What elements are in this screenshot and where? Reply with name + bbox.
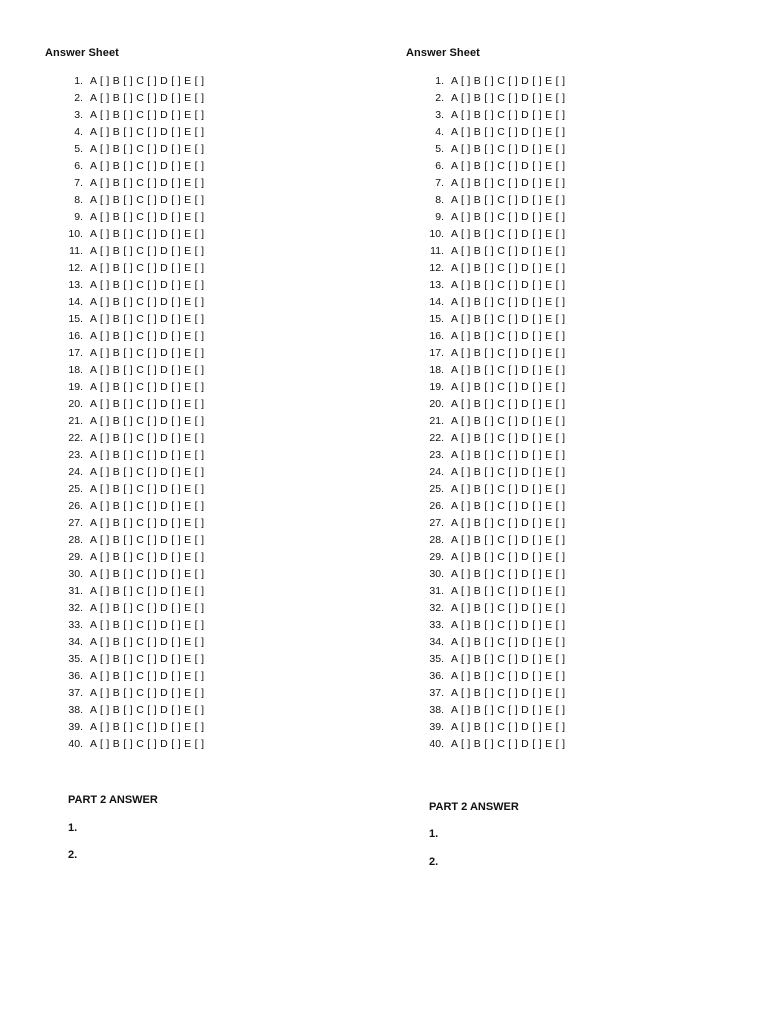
answer-options: A [ ] B [ ] C [ ] D [ ] E [ ]	[451, 415, 566, 427]
question-number: 21.	[68, 415, 83, 427]
part2-heading: PART 2 ANSWER	[68, 794, 158, 806]
answer-options: A [ ] B [ ] C [ ] D [ ] E [ ]	[90, 211, 205, 223]
question-number: 6.	[74, 160, 83, 172]
question-number: 19.	[429, 381, 444, 393]
question-number: 34.	[68, 636, 83, 648]
question-number: 6.	[435, 160, 444, 172]
answer-options: A [ ] B [ ] C [ ] D [ ] E [ ]	[451, 602, 566, 614]
answer-options: A [ ] B [ ] C [ ] D [ ] E [ ]	[451, 75, 566, 87]
answer-options: A [ ] B [ ] C [ ] D [ ] E [ ]	[451, 228, 566, 240]
answer-options: A [ ] B [ ] C [ ] D [ ] E [ ]	[451, 432, 566, 444]
answer-options: A [ ] B [ ] C [ ] D [ ] E [ ]	[451, 551, 566, 563]
question-number: 20.	[429, 398, 444, 410]
question-number: 23.	[429, 449, 444, 461]
answer-options: A [ ] B [ ] C [ ] D [ ] E [ ]	[90, 75, 205, 87]
question-number: 38.	[68, 704, 83, 716]
question-number: 8.	[435, 194, 444, 206]
answer-options: A [ ] B [ ] C [ ] D [ ] E [ ]	[90, 92, 205, 104]
answer-options: A [ ] B [ ] C [ ] D [ ] E [ ]	[451, 500, 566, 512]
question-number: 33.	[68, 619, 83, 631]
question-number: 20.	[68, 398, 83, 410]
answer-options: A [ ] B [ ] C [ ] D [ ] E [ ]	[451, 194, 566, 206]
answer-options: A [ ] B [ ] C [ ] D [ ] E [ ]	[90, 262, 205, 274]
answer-options: A [ ] B [ ] C [ ] D [ ] E [ ]	[90, 653, 205, 665]
question-number: 9.	[435, 211, 444, 223]
answer-options: A [ ] B [ ] C [ ] D [ ] E [ ]	[451, 262, 566, 274]
question-number: 31.	[68, 585, 83, 597]
answer-options: A [ ] B [ ] C [ ] D [ ] E [ ]	[451, 381, 566, 393]
answer-options: A [ ] B [ ] C [ ] D [ ] E [ ]	[451, 466, 566, 478]
sheet-title: Answer Sheet	[406, 47, 480, 59]
answer-options: A [ ] B [ ] C [ ] D [ ] E [ ]	[90, 432, 205, 444]
answer-options: A [ ] B [ ] C [ ] D [ ] E [ ]	[90, 687, 205, 699]
question-number: 28.	[429, 534, 444, 546]
question-number: 2.	[435, 92, 444, 104]
answer-options: A [ ] B [ ] C [ ] D [ ] E [ ]	[90, 160, 205, 172]
question-number: 34.	[429, 636, 444, 648]
question-number: 7.	[74, 177, 83, 189]
question-number: 8.	[74, 194, 83, 206]
question-number: 32.	[429, 602, 444, 614]
answer-options: A [ ] B [ ] C [ ] D [ ] E [ ]	[90, 619, 205, 631]
question-number: 11.	[69, 245, 83, 257]
question-number: 31.	[429, 585, 444, 597]
answer-options: A [ ] B [ ] C [ ] D [ ] E [ ]	[451, 449, 566, 461]
answer-options: A [ ] B [ ] C [ ] D [ ] E [ ]	[90, 466, 205, 478]
question-number: 24.	[68, 466, 83, 478]
question-number: 18.	[429, 364, 444, 376]
answer-options: A [ ] B [ ] C [ ] D [ ] E [ ]	[451, 347, 566, 359]
question-number: 17.	[68, 347, 83, 359]
answer-options: A [ ] B [ ] C [ ] D [ ] E [ ]	[90, 330, 205, 342]
answer-options: A [ ] B [ ] C [ ] D [ ] E [ ]	[451, 330, 566, 342]
answer-options: A [ ] B [ ] C [ ] D [ ] E [ ]	[90, 245, 205, 257]
answer-options: A [ ] B [ ] C [ ] D [ ] E [ ]	[451, 126, 566, 138]
answer-options: A [ ] B [ ] C [ ] D [ ] E [ ]	[90, 126, 205, 138]
question-number: 18.	[68, 364, 83, 376]
question-number: 16.	[68, 330, 83, 342]
answer-options: A [ ] B [ ] C [ ] D [ ] E [ ]	[90, 364, 205, 376]
answer-options: A [ ] B [ ] C [ ] D [ ] E [ ]	[90, 721, 205, 733]
question-number: 16.	[429, 330, 444, 342]
answer-options: A [ ] B [ ] C [ ] D [ ] E [ ]	[451, 636, 566, 648]
question-number: 40.	[429, 738, 444, 750]
answer-options: A [ ] B [ ] C [ ] D [ ] E [ ]	[90, 670, 205, 682]
answer-options: A [ ] B [ ] C [ ] D [ ] E [ ]	[451, 619, 566, 631]
question-number: 22.	[68, 432, 83, 444]
answer-options: A [ ] B [ ] C [ ] D [ ] E [ ]	[90, 177, 205, 189]
question-number: 37.	[68, 687, 83, 699]
question-number: 17.	[429, 347, 444, 359]
question-number: 15.	[429, 313, 444, 325]
answer-options: A [ ] B [ ] C [ ] D [ ] E [ ]	[451, 109, 566, 121]
answer-options: A [ ] B [ ] C [ ] D [ ] E [ ]	[90, 517, 205, 529]
question-number: 5.	[435, 143, 444, 155]
answer-options: A [ ] B [ ] C [ ] D [ ] E [ ]	[451, 143, 566, 155]
question-number: 19.	[68, 381, 83, 393]
answer-options: A [ ] B [ ] C [ ] D [ ] E [ ]	[451, 296, 566, 308]
question-number: 4.	[435, 126, 444, 138]
answer-options: A [ ] B [ ] C [ ] D [ ] E [ ]	[90, 602, 205, 614]
answer-options: A [ ] B [ ] C [ ] D [ ] E [ ]	[451, 483, 566, 495]
question-number: 37.	[429, 687, 444, 699]
answer-options: A [ ] B [ ] C [ ] D [ ] E [ ]	[90, 500, 205, 512]
answer-options: A [ ] B [ ] C [ ] D [ ] E [ ]	[90, 279, 205, 291]
answer-options: A [ ] B [ ] C [ ] D [ ] E [ ]	[451, 177, 566, 189]
question-number: 5.	[74, 143, 83, 155]
answer-options: A [ ] B [ ] C [ ] D [ ] E [ ]	[90, 381, 205, 393]
question-number: 26.	[68, 500, 83, 512]
answer-options: A [ ] B [ ] C [ ] D [ ] E [ ]	[90, 551, 205, 563]
answer-options: A [ ] B [ ] C [ ] D [ ] E [ ]	[451, 211, 566, 223]
answer-options: A [ ] B [ ] C [ ] D [ ] E [ ]	[451, 721, 566, 733]
question-number: 38.	[429, 704, 444, 716]
answer-options: A [ ] B [ ] C [ ] D [ ] E [ ]	[451, 534, 566, 546]
question-number: 25.	[429, 483, 444, 495]
question-number: 10.	[68, 228, 83, 240]
answer-options: A [ ] B [ ] C [ ] D [ ] E [ ]	[451, 568, 566, 580]
answer-options: A [ ] B [ ] C [ ] D [ ] E [ ]	[90, 738, 205, 750]
question-number: 10.	[429, 228, 444, 240]
question-number: 30.	[68, 568, 83, 580]
answer-options: A [ ] B [ ] C [ ] D [ ] E [ ]	[451, 398, 566, 410]
question-number: 1.	[435, 75, 444, 87]
question-number: 11.	[430, 245, 444, 257]
answer-options: A [ ] B [ ] C [ ] D [ ] E [ ]	[451, 687, 566, 699]
question-number: 14.	[429, 296, 444, 308]
answer-options: A [ ] B [ ] C [ ] D [ ] E [ ]	[451, 160, 566, 172]
answer-options: A [ ] B [ ] C [ ] D [ ] E [ ]	[451, 653, 566, 665]
question-number: 30.	[429, 568, 444, 580]
answer-options: A [ ] B [ ] C [ ] D [ ] E [ ]	[90, 194, 205, 206]
answer-options: A [ ] B [ ] C [ ] D [ ] E [ ]	[90, 415, 205, 427]
part2-item-2: 2.	[68, 849, 78, 861]
sheet-title: Answer Sheet	[45, 47, 119, 59]
question-number: 1.	[74, 75, 83, 87]
question-number: 9.	[74, 211, 83, 223]
question-number: 25.	[68, 483, 83, 495]
question-number: 14.	[68, 296, 83, 308]
question-number: 21.	[429, 415, 444, 427]
answer-options: A [ ] B [ ] C [ ] D [ ] E [ ]	[451, 704, 566, 716]
question-number: 39.	[429, 721, 444, 733]
part2-heading: PART 2 ANSWER	[429, 801, 519, 813]
answer-options: A [ ] B [ ] C [ ] D [ ] E [ ]	[90, 313, 205, 325]
question-number: 32.	[68, 602, 83, 614]
part2-item-2: 2.	[429, 856, 439, 868]
question-number: 3.	[74, 109, 83, 121]
question-number: 26.	[429, 500, 444, 512]
question-number: 24.	[429, 466, 444, 478]
question-number: 7.	[435, 177, 444, 189]
question-number: 15.	[68, 313, 83, 325]
answer-options: A [ ] B [ ] C [ ] D [ ] E [ ]	[90, 109, 205, 121]
question-number: 36.	[429, 670, 444, 682]
answer-options: A [ ] B [ ] C [ ] D [ ] E [ ]	[451, 279, 566, 291]
part2-item-1: 1.	[68, 822, 78, 834]
answer-options: A [ ] B [ ] C [ ] D [ ] E [ ]	[90, 483, 205, 495]
answer-options: A [ ] B [ ] C [ ] D [ ] E [ ]	[451, 92, 566, 104]
question-number: 23.	[68, 449, 83, 461]
answer-options: A [ ] B [ ] C [ ] D [ ] E [ ]	[451, 738, 566, 750]
answer-options: A [ ] B [ ] C [ ] D [ ] E [ ]	[90, 143, 205, 155]
answer-options: A [ ] B [ ] C [ ] D [ ] E [ ]	[90, 228, 205, 240]
answer-options: A [ ] B [ ] C [ ] D [ ] E [ ]	[90, 568, 205, 580]
question-number: 39.	[68, 721, 83, 733]
answer-options: A [ ] B [ ] C [ ] D [ ] E [ ]	[90, 398, 205, 410]
question-number: 29.	[68, 551, 83, 563]
question-number: 3.	[435, 109, 444, 121]
part2-item-1: 1.	[429, 828, 439, 840]
answer-options: A [ ] B [ ] C [ ] D [ ] E [ ]	[90, 534, 205, 546]
question-number: 12.	[68, 262, 83, 274]
question-number: 40.	[68, 738, 83, 750]
question-number: 35.	[68, 653, 83, 665]
answer-options: A [ ] B [ ] C [ ] D [ ] E [ ]	[451, 670, 566, 682]
question-number: 12.	[429, 262, 444, 274]
answer-options: A [ ] B [ ] C [ ] D [ ] E [ ]	[90, 636, 205, 648]
answer-options: A [ ] B [ ] C [ ] D [ ] E [ ]	[90, 704, 205, 716]
question-number: 22.	[429, 432, 444, 444]
question-number: 27.	[68, 517, 83, 529]
question-number: 36.	[68, 670, 83, 682]
answer-options: A [ ] B [ ] C [ ] D [ ] E [ ]	[451, 585, 566, 597]
question-number: 33.	[429, 619, 444, 631]
question-number: 2.	[74, 92, 83, 104]
question-number: 27.	[429, 517, 444, 529]
question-number: 35.	[429, 653, 444, 665]
question-number: 13.	[429, 279, 444, 291]
question-number: 13.	[68, 279, 83, 291]
answer-options: A [ ] B [ ] C [ ] D [ ] E [ ]	[451, 517, 566, 529]
answer-options: A [ ] B [ ] C [ ] D [ ] E [ ]	[90, 449, 205, 461]
answer-options: A [ ] B [ ] C [ ] D [ ] E [ ]	[451, 245, 566, 257]
answer-options: A [ ] B [ ] C [ ] D [ ] E [ ]	[90, 585, 205, 597]
question-number: 28.	[68, 534, 83, 546]
answer-options: A [ ] B [ ] C [ ] D [ ] E [ ]	[451, 313, 566, 325]
answer-options: A [ ] B [ ] C [ ] D [ ] E [ ]	[90, 347, 205, 359]
question-number: 4.	[74, 126, 83, 138]
answer-options: A [ ] B [ ] C [ ] D [ ] E [ ]	[451, 364, 566, 376]
question-number: 29.	[429, 551, 444, 563]
answer-options: A [ ] B [ ] C [ ] D [ ] E [ ]	[90, 296, 205, 308]
